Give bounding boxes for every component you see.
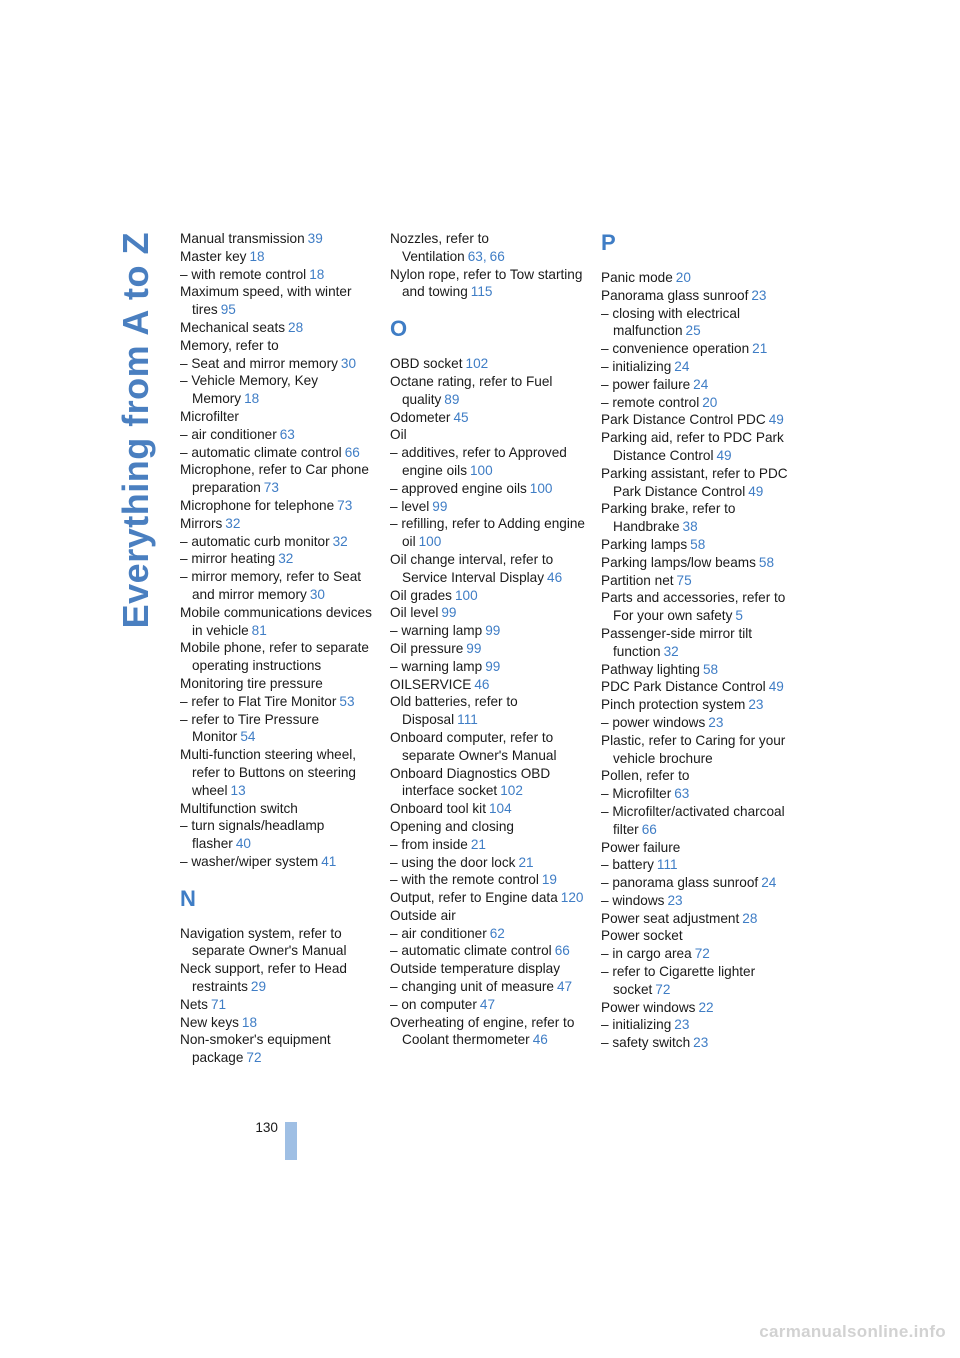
index-entry bbox=[601, 945, 801, 963]
index-entry bbox=[601, 625, 801, 661]
index-entry bbox=[180, 444, 380, 462]
page-reference-link[interactable]: 46 bbox=[547, 569, 563, 585]
entry-text: – warning lamp bbox=[390, 658, 483, 674]
entry-text: Parts and accessories, refer to For your own safety bbox=[601, 590, 786, 624]
page-reference-link[interactable]: 20 bbox=[702, 394, 718, 410]
entry-text: – with remote control bbox=[180, 266, 307, 282]
index-entry bbox=[390, 373, 590, 409]
index-entry bbox=[180, 853, 380, 871]
entry-text: – refilling, refer to Adding engine oil bbox=[390, 516, 585, 550]
entry-text: – automatic curb monitor bbox=[180, 533, 330, 549]
page-reference-link[interactable]: 58 bbox=[703, 661, 719, 677]
page-reference-link[interactable]: 99 bbox=[441, 605, 457, 621]
page-reference-link[interactable]: 66 bbox=[554, 943, 570, 959]
entry-text: – safety switch bbox=[601, 1035, 691, 1051]
entry-text: Oil level bbox=[390, 605, 439, 621]
index-entry bbox=[180, 550, 380, 568]
index-entry bbox=[390, 640, 590, 658]
page-reference-link[interactable]: 18 bbox=[309, 266, 325, 282]
index-entry bbox=[390, 515, 590, 551]
index-entry bbox=[601, 536, 801, 554]
index-entry bbox=[180, 817, 380, 853]
index-entry bbox=[601, 305, 801, 341]
entry-text: Pathway lighting bbox=[601, 661, 700, 677]
entry-text: – turn signals/headlamp flasher bbox=[180, 818, 325, 852]
entry-text: – closing with electrical malfunction bbox=[601, 305, 741, 339]
entry-text: – level bbox=[390, 498, 430, 514]
page-reference-link[interactable]: 99 bbox=[466, 640, 482, 656]
index-entry bbox=[390, 604, 590, 622]
index-column-3 bbox=[601, 230, 801, 1052]
entry-text: Power windows bbox=[601, 999, 696, 1015]
page-reference-link[interactable]: 111 bbox=[656, 857, 678, 873]
index-entry bbox=[180, 800, 380, 818]
entry-text: Power socket bbox=[601, 928, 683, 944]
index-entry bbox=[601, 340, 801, 358]
page-reference-link[interactable]: 54 bbox=[240, 729, 256, 745]
page-reference-link[interactable]: 89 bbox=[444, 391, 460, 407]
entry-text: Pinch protection system bbox=[601, 697, 746, 713]
index-entry bbox=[390, 498, 590, 516]
page-reference-link[interactable]: 32 bbox=[225, 515, 241, 531]
index-entry bbox=[180, 461, 380, 497]
entry-text: Parking lamps/low beams bbox=[601, 554, 756, 570]
page-reference-link[interactable]: 18 bbox=[244, 391, 260, 407]
entry-text: OILSERVICE bbox=[390, 676, 472, 692]
index-entry bbox=[180, 355, 380, 373]
index-entry bbox=[180, 675, 380, 693]
page-reference-link[interactable]: 120 bbox=[560, 890, 584, 906]
entry-text: Parking assistant, refer to PDC Park Distance Control bbox=[601, 465, 788, 499]
page-reference-link[interactable]: 63 bbox=[674, 786, 690, 802]
page-reference-link[interactable]: 23 bbox=[693, 1035, 709, 1051]
index-entry bbox=[390, 1014, 590, 1050]
index-entry bbox=[180, 283, 380, 319]
index-entry bbox=[390, 765, 590, 801]
page-reference-link[interactable]: 20 bbox=[675, 270, 691, 285]
entry-text: New keys bbox=[180, 1014, 239, 1030]
index-entry bbox=[601, 554, 801, 572]
index-entry bbox=[601, 999, 801, 1017]
entry-text: – remote control bbox=[601, 394, 700, 410]
entry-text: – mirror memory, refer to Seat and mirror memory bbox=[180, 569, 362, 602]
entry-text: – convenience operation bbox=[601, 341, 750, 357]
index-entry bbox=[180, 960, 380, 996]
index-entry bbox=[601, 394, 801, 412]
entry-text: – using the door lock bbox=[390, 854, 516, 870]
entry-text: Panic mode bbox=[601, 270, 673, 285]
page-reference-link[interactable]: 81 bbox=[251, 622, 267, 638]
letter-heading: N bbox=[180, 885, 196, 911]
page-reference-link[interactable]: 46 bbox=[474, 676, 490, 692]
index-entry bbox=[180, 1014, 380, 1032]
entry-text: Passenger-side mirror tilt function bbox=[601, 625, 753, 659]
index-entry bbox=[601, 358, 801, 376]
entry-text: – changing unit of measure bbox=[390, 979, 554, 995]
entry-text: Parking aid, refer to PDC Park Distance Control bbox=[601, 430, 784, 463]
index-entry bbox=[601, 589, 801, 625]
page-reference-link[interactable]: 28 bbox=[742, 910, 758, 926]
entry-text: – air conditioner bbox=[390, 925, 487, 941]
entry-text: Parking brake, refer to Handbrake bbox=[601, 501, 736, 535]
index-entry bbox=[601, 376, 801, 394]
index-entry bbox=[601, 661, 801, 679]
page-reference-link[interactable]: 63 bbox=[279, 426, 295, 442]
entry-text: – power failure bbox=[601, 376, 691, 392]
entry-text: PDC Park Distance Control bbox=[601, 679, 766, 695]
entry-text: Park Distance Control PDC bbox=[601, 412, 766, 428]
index-entry bbox=[601, 785, 801, 803]
letter-heading: O bbox=[390, 316, 408, 342]
index-entry bbox=[180, 996, 380, 1014]
page-reference-link[interactable]: 99 bbox=[485, 658, 501, 674]
entry-text: Microphone for telephone bbox=[180, 497, 335, 513]
index-entry bbox=[180, 604, 380, 640]
entry-text: Onboard tool kit bbox=[390, 801, 486, 817]
page-reference-link[interactable]: 46 bbox=[532, 1032, 548, 1048]
page-reference-link[interactable]: 95 bbox=[220, 302, 236, 318]
entry-text: – approved engine oils bbox=[390, 480, 527, 496]
entry-text: – on computer bbox=[390, 996, 477, 1012]
index-entry bbox=[601, 1034, 801, 1052]
page-reference-link[interactable]: 71 bbox=[210, 996, 227, 1012]
page-reference-link[interactable]: 13 bbox=[230, 782, 246, 798]
page-reference-link[interactable]: 102 bbox=[465, 356, 489, 372]
index-entry bbox=[390, 836, 590, 854]
index-entry bbox=[390, 693, 590, 729]
entry-text: – Microfilter bbox=[601, 786, 672, 802]
entry-text: Parking lamps bbox=[601, 536, 688, 552]
entry-text: Old batteries, refer to Disposal bbox=[390, 694, 518, 728]
entry-text: – washer/wiper system bbox=[180, 853, 319, 869]
index-entry bbox=[601, 874, 801, 892]
entry-text: Oil bbox=[390, 427, 407, 443]
index-entry bbox=[390, 587, 590, 605]
entry-text: Navigation system, refer to separate Owner's Manual bbox=[180, 925, 347, 959]
entry-text: Onboard computer, refer to separate Owner's Manual bbox=[390, 729, 557, 763]
page-reference-link[interactable]: 72 bbox=[655, 981, 671, 997]
index-entry bbox=[390, 907, 590, 925]
index-entry bbox=[390, 426, 590, 444]
page-marker-bar bbox=[285, 1122, 297, 1160]
entry-text: Pollen, refer to bbox=[601, 768, 690, 784]
page-reference-link[interactable]: 41 bbox=[321, 853, 337, 869]
index-entry bbox=[601, 714, 801, 732]
page-reference-link[interactable]: 63 bbox=[467, 248, 483, 264]
index-entry bbox=[180, 266, 380, 284]
page-reference-link[interactable]: 73 bbox=[337, 497, 353, 513]
entry-text: – mirror heating bbox=[180, 551, 276, 567]
page-reference-link[interactable]: 30 bbox=[309, 586, 325, 602]
entry-text: Oil change interval, refer to Service Interval Display bbox=[390, 551, 554, 585]
entry-text: Opening and closing bbox=[390, 818, 514, 834]
entry-text: – panorama glass sunroof bbox=[601, 875, 759, 891]
side-section-title: Everything from A to Z bbox=[115, 232, 156, 629]
entry-text: Microphone, refer to Car phone preparation bbox=[180, 462, 369, 496]
entry-text: Overheating of engine, refer to Coolant thermometer bbox=[390, 1014, 575, 1048]
entry-text: Monitoring tire pressure bbox=[180, 675, 323, 691]
page-reference-link[interactable]: 19 bbox=[541, 872, 557, 888]
page-reference-link[interactable]: 18 bbox=[241, 1014, 258, 1030]
index-entry bbox=[390, 676, 590, 694]
page-reference-link[interactable]: 24 bbox=[693, 376, 709, 392]
page-reference-link[interactable]: 23 bbox=[751, 287, 767, 303]
entry-text: – Seat and mirror memory bbox=[180, 355, 338, 371]
index-entry bbox=[390, 266, 590, 302]
entry-text: Mirrors bbox=[180, 515, 223, 531]
page-reference-link[interactable]: 73 bbox=[263, 480, 279, 496]
page-reference-link[interactable]: 47 bbox=[479, 996, 496, 1012]
index-entry bbox=[180, 533, 380, 551]
entry-text: Multi-function steering wheel, refer to Buttons on steering wheel bbox=[180, 747, 357, 798]
page-reference-link[interactable]: 23 bbox=[667, 892, 683, 908]
entry-text: – automatic climate control bbox=[180, 444, 342, 460]
index-entry bbox=[180, 319, 380, 337]
entry-text: Microfilter bbox=[180, 408, 239, 424]
page-reference-link[interactable]: 49 bbox=[768, 412, 784, 428]
entry-text: – battery bbox=[601, 857, 654, 873]
page-reference-link[interactable]: 25 bbox=[685, 323, 701, 339]
page-reference-link[interactable]: 32 bbox=[278, 551, 294, 567]
entry-text: Octane rating, refer to Fuel quality bbox=[390, 373, 553, 407]
entry-text: Oil grades bbox=[390, 587, 452, 603]
page-reference-link[interactable]: 100 bbox=[454, 587, 478, 603]
page-reference-link[interactable]: 32 bbox=[663, 643, 679, 659]
index-entry bbox=[601, 839, 801, 857]
index-entry bbox=[390, 818, 590, 836]
index-entry bbox=[601, 572, 801, 590]
entry-text: – initializing bbox=[601, 1017, 672, 1033]
entry-text: Nozzles, refer to Ventilation bbox=[390, 231, 489, 264]
page-reference-link[interactable]: 75 bbox=[676, 572, 692, 588]
page-reference-link[interactable]: 66 bbox=[489, 248, 505, 264]
index-entry bbox=[601, 892, 801, 910]
entry-text: Mobile communications devices in vehicle bbox=[180, 604, 372, 638]
index-entry bbox=[390, 854, 590, 872]
page-reference-link[interactable]: 53 bbox=[339, 693, 355, 709]
index-column-2 bbox=[390, 230, 590, 1049]
page-reference-link[interactable]: 21 bbox=[752, 341, 768, 357]
page-reference-link[interactable]: 30 bbox=[340, 355, 357, 371]
index-entry bbox=[390, 622, 590, 640]
index-entry bbox=[180, 426, 380, 444]
entry-text: – power windows bbox=[601, 714, 706, 730]
index-entry bbox=[390, 960, 590, 978]
page-reference-link[interactable]: 100 bbox=[418, 534, 442, 550]
page-reference-link[interactable]: 49 bbox=[716, 447, 732, 463]
index-entry bbox=[390, 409, 590, 427]
page-reference-link[interactable]: 111 bbox=[457, 712, 478, 728]
page-reference-link[interactable]: 104 bbox=[488, 801, 512, 817]
page-reference-link[interactable]: 21 bbox=[470, 836, 486, 852]
index-entry bbox=[390, 480, 590, 498]
index-entry bbox=[390, 729, 590, 765]
entry-text: – windows bbox=[601, 892, 665, 908]
entry-text: – refer to Flat Tire Monitor bbox=[180, 693, 337, 709]
page-reference-link[interactable]: 66 bbox=[344, 444, 360, 460]
index-entry bbox=[390, 942, 590, 960]
entry-text: – in cargo area bbox=[601, 946, 692, 962]
index-entry bbox=[601, 927, 801, 945]
index-entry bbox=[390, 658, 590, 676]
entry-text: Partition net bbox=[601, 572, 674, 588]
index-entry bbox=[601, 767, 801, 785]
page-reference-link[interactable]: 49 bbox=[748, 483, 764, 499]
index-entry bbox=[390, 355, 590, 373]
index-entry bbox=[180, 568, 380, 604]
entry-text: Output, refer to Engine data bbox=[390, 890, 558, 906]
page-reference-link[interactable]: 102 bbox=[500, 783, 523, 799]
index-entry bbox=[601, 500, 801, 536]
index-entry bbox=[180, 925, 380, 961]
entry-text: – initializing bbox=[601, 358, 672, 374]
entry-text: Oil pressure bbox=[390, 640, 464, 656]
index-entry bbox=[601, 732, 801, 768]
index-entry bbox=[601, 963, 801, 999]
index-entry bbox=[180, 693, 380, 711]
letter-heading: P bbox=[601, 230, 616, 255]
entry-text: Outside air bbox=[390, 907, 456, 923]
page-reference-link[interactable]: 24 bbox=[761, 875, 777, 891]
entry-text: OBD socket bbox=[390, 356, 463, 372]
page-reference-link[interactable]: 18 bbox=[249, 248, 265, 264]
page-reference-link[interactable]: 32 bbox=[332, 533, 348, 549]
page-reference-link[interactable]: 100 bbox=[529, 480, 553, 496]
page-reference-link[interactable]: 72 bbox=[694, 946, 710, 962]
index-entry bbox=[601, 910, 801, 928]
entry-text: Master key bbox=[180, 248, 247, 264]
page-reference-link[interactable]: 49 bbox=[768, 679, 784, 695]
page-reference-link[interactable]: 23 bbox=[674, 1017, 690, 1033]
index-entry bbox=[390, 996, 590, 1014]
index-entry bbox=[180, 497, 380, 515]
page-reference-link[interactable]: 58 bbox=[690, 536, 706, 552]
index-entry bbox=[601, 803, 801, 839]
entry-text: – air conditioner bbox=[180, 426, 277, 442]
page-number: 130 bbox=[255, 1120, 278, 1135]
index-entry bbox=[601, 696, 801, 714]
index-entry bbox=[390, 230, 590, 266]
index-entry bbox=[601, 1016, 801, 1034]
index-entry bbox=[180, 515, 380, 533]
page-reference-link[interactable]: 45 bbox=[453, 409, 469, 425]
entry-text: – refer to Tire Pressure Monitor bbox=[180, 711, 320, 745]
index-entry bbox=[390, 889, 590, 907]
page-reference-link[interactable]: 22 bbox=[698, 999, 714, 1015]
page-reference-link[interactable]: 72 bbox=[246, 1050, 262, 1066]
page-reference-link[interactable]: 23 bbox=[748, 697, 764, 713]
index-entry bbox=[601, 465, 801, 501]
index-entry bbox=[180, 248, 380, 266]
entry-text: – with the remote control bbox=[390, 872, 539, 888]
entry-text: Power seat adjustment bbox=[601, 910, 740, 926]
entry-text: – refer to Cigarette lighter socket bbox=[601, 964, 756, 997]
index-entry bbox=[390, 444, 590, 480]
page-reference-link[interactable]: 66 bbox=[641, 821, 657, 837]
entry-text: Outside temperature display bbox=[390, 961, 561, 977]
index-entry bbox=[601, 678, 801, 696]
entry-text: Neck support, refer to Head restraints bbox=[180, 961, 347, 995]
entry-text: Mechanical seats bbox=[180, 319, 286, 335]
index-column-1 bbox=[180, 230, 380, 1067]
page-reference-link[interactable]: 21 bbox=[518, 854, 534, 870]
page-reference-link[interactable]: 99 bbox=[432, 498, 448, 514]
entry-text: – Microfilter/activated charcoal filter bbox=[601, 803, 785, 837]
entry-text: Odometer bbox=[390, 409, 451, 425]
index-entry bbox=[601, 269, 801, 287]
index-entry bbox=[601, 411, 801, 429]
entry-text: Onboard Diagnostics OBD interface socket bbox=[390, 765, 551, 799]
page-reference-link[interactable]: 58 bbox=[758, 554, 775, 570]
index-entry bbox=[390, 925, 590, 943]
index-entry bbox=[180, 337, 380, 355]
page-reference-link[interactable]: 23 bbox=[708, 714, 724, 730]
index-entry bbox=[601, 856, 801, 874]
page-reference-link[interactable]: 115 bbox=[470, 284, 493, 300]
entry-text: Power failure bbox=[601, 839, 681, 855]
page-reference-link[interactable]: 62 bbox=[489, 925, 505, 941]
entry-text: Plastic, refer to Caring for your vehicle brochure bbox=[601, 732, 786, 766]
page-reference-link[interactable]: 47 bbox=[557, 979, 573, 995]
index-entry bbox=[390, 871, 590, 889]
entry-text: Non-smoker's equipment package bbox=[180, 1032, 331, 1066]
index-entry bbox=[180, 1031, 380, 1067]
index-entry bbox=[180, 639, 380, 675]
entry-text: Maximum speed, with winter tires bbox=[180, 284, 352, 318]
index-entry bbox=[180, 408, 380, 426]
entry-text: Panorama glass sunroof bbox=[601, 287, 749, 303]
index-entry bbox=[601, 287, 801, 305]
index-entry bbox=[390, 551, 590, 587]
index-entry bbox=[180, 230, 380, 248]
entry-text: – additives, refer to Approved engine oils bbox=[390, 445, 567, 478]
entry-text: Multifunction switch bbox=[180, 800, 298, 816]
entry-text: Nylon rope, refer to Tow starting and towing bbox=[390, 266, 583, 300]
page-reference-link[interactable]: 39 bbox=[307, 231, 323, 246]
entry-text: – automatic climate control bbox=[390, 943, 552, 959]
page-reference-link[interactable]: 28 bbox=[288, 319, 304, 335]
entry-text: – Vehicle Memory, Key Memory bbox=[180, 373, 319, 407]
entry-text: Memory, refer to bbox=[180, 337, 279, 353]
page-reference-link[interactable]: 24 bbox=[674, 358, 690, 374]
entry-text: – from inside bbox=[390, 836, 468, 852]
index-entry bbox=[390, 800, 590, 818]
page-reference-link[interactable]: 100 bbox=[470, 462, 493, 478]
page-reference-link[interactable]: 38 bbox=[682, 519, 698, 535]
watermark: carmanualsonline.info bbox=[759, 1322, 946, 1341]
index-entry bbox=[180, 746, 380, 799]
entry-text: Nets bbox=[180, 996, 208, 1012]
page-separator: , bbox=[482, 248, 487, 264]
page-reference-link[interactable]: 40 bbox=[235, 836, 251, 852]
index-entry bbox=[390, 978, 590, 996]
page-reference-link[interactable]: 29 bbox=[250, 979, 267, 995]
index-entry bbox=[180, 711, 380, 747]
index-entry bbox=[180, 372, 380, 408]
entry-text: Mobile phone, refer to separate operating instructions bbox=[180, 640, 369, 674]
page-reference-link[interactable]: 5 bbox=[735, 608, 743, 624]
entry-text: – warning lamp bbox=[390, 623, 483, 639]
entry-text: Manual transmission bbox=[180, 231, 305, 246]
index-entry bbox=[601, 429, 801, 465]
page-reference-link[interactable]: 99 bbox=[485, 623, 501, 639]
